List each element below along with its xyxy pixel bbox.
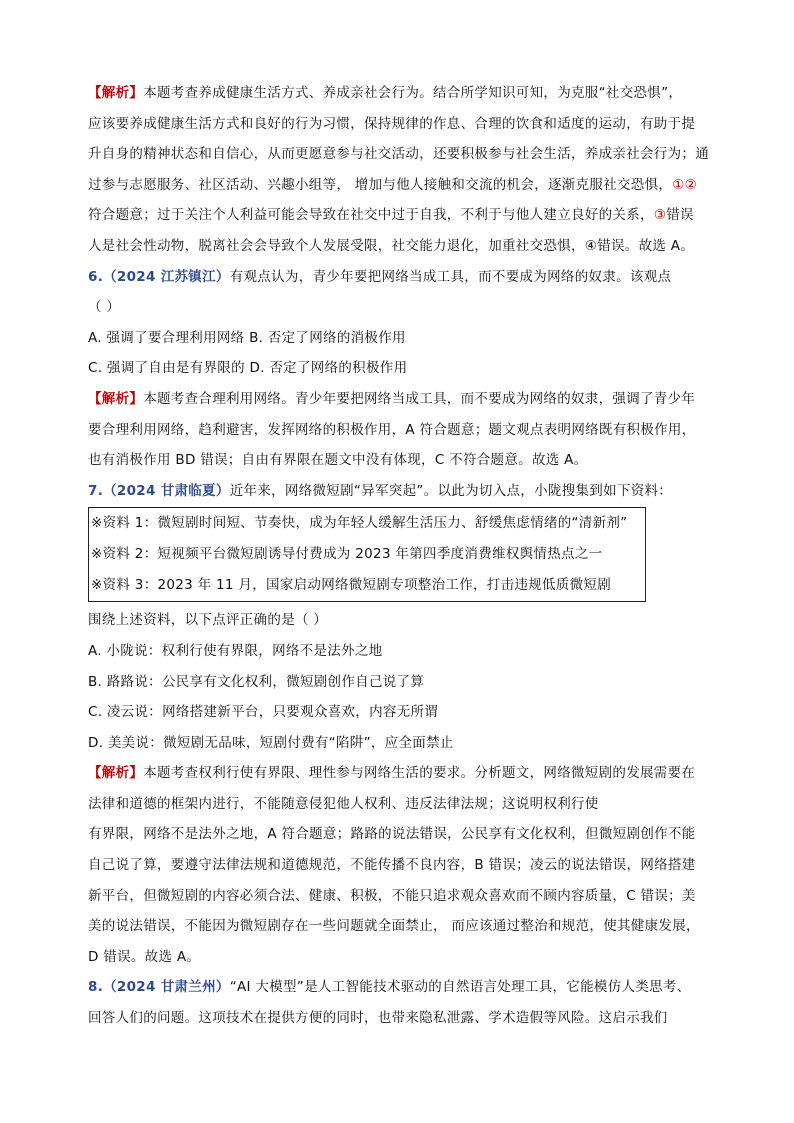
analysis-line: 符合题意；过于关注个人利益可能会导致在社交中过于自我，不利于与他人建立良好的关系，③错误 — [88, 207, 694, 224]
analysis-line: 新平台，但微短剧的内容必须合法、健康、积极，不能只追求观众喜欢而不顾内容质量，C 错误；美 — [88, 887, 696, 904]
question-8-stem-cont: 回答人们的问题。这项技术在提供方便的同时，也带来隐私泄露、学术造假等风险。这启示我们 — [88, 1010, 668, 1027]
question-source: （2024 甘肃兰州） — [103, 979, 230, 996]
analysis-line: 应该要养成健康生活方式和良好的行为习惯，保持规律的作息、合理的饮食和适度的运动，有助于提 — [88, 115, 696, 132]
analysis-line: 有界限，网络不是法外之地，A 符合题意；路路的说法错误，公民享有文化权利，但微短剧创作不能 — [88, 826, 696, 843]
option-d: D. 美美说：微短剧无品味，短剧付费有“陷阱”，应全面禁止 — [88, 734, 454, 751]
analysis-line: 人是社会性动物，脱离社会会导致个人发展受限，社交能力退化，加重社交恐惧，④错误。故选 A。 — [88, 237, 695, 254]
analysis-label: 【解析】 — [88, 390, 144, 407]
answer-mark: ③ — [653, 207, 667, 224]
analysis-line: 自己说了算，要遵守法律法规和道德规范，不能传播不良内容，B 错误；凌云的说法错误，网络搭建 — [88, 857, 696, 874]
question-source: （2024 江苏镇江） — [103, 268, 230, 285]
analysis-line: 要合理利用网络，趋利避害，发挥网络的积极作用，A 符合题意；题文观点表明网络既有积极作用， — [88, 421, 696, 438]
analysis-line: D 错误。故选 A。 — [88, 948, 201, 965]
analysis-label: 【解析】 — [88, 765, 144, 782]
analysis-line: 美的说法错误，不能因为微短剧存在一些问题就全面禁止， 而应该通过整治和规范，使其健康发展， — [88, 918, 700, 935]
analysis-line: 【解析】本题考查权利行使有界限、理性参与网络生活的要求。分析题文，网络微短剧的发展需要在 — [88, 765, 696, 782]
analysis-line: 也有消极作用 BD 错误；自由有界限在题文中没有体现，C 不符合题意。故选 A。 — [88, 452, 588, 469]
document-page — [88, 78, 710, 1034]
options-cd: C. 强调了自由是有界限的 D. 否定了网络的积极作用 — [88, 360, 408, 377]
analysis-line: 法律和道德的框架内进行，不能随意侵犯他人权利、违反法律法规；这说明权利行使 — [88, 795, 599, 812]
analysis-line: 过参与志愿服务、社区活动、兴趣小组等， 增加与他人接触和交流的机会，逐渐克服社交恐惧，①② — [88, 176, 698, 193]
analysis-line: 【解析】本题考查养成健康生活方式、养成亲社会行为。结合所学知识可知，为克服“社交恐惧”， — [88, 85, 683, 101]
option-a: A. 小陇说：权利行使有界限，网络不是法外之地 — [88, 642, 383, 659]
material-2: ※资料 2：短视频平台微短剧诱导付费成为 2023 年第四季度消费维权舆情热点之一 — [91, 546, 603, 563]
question-number: 6. — [88, 268, 104, 285]
answer-mark: ①② — [672, 176, 698, 193]
question-6-stem: 6.（2024 江苏镇江）有观点认为，青少年要把网络当成工具，而不要成为网络的奴隶。该观点 — [88, 268, 672, 285]
answer-blank: （ ） — [88, 299, 121, 316]
question-number: 8. — [88, 979, 104, 996]
materials-box — [88, 507, 646, 602]
question-8-stem: 8.（2024 甘肃兰州）“AI 大模型”是人工智能技术驱动的自然语言处理工具，它能模仿人类思考、 — [88, 979, 691, 996]
analysis-line: 【解析】本题考查合理利用网络。青少年要把网络当成工具，而不要成为网络的奴隶，强调了青少年 — [88, 390, 696, 407]
analysis-line: 升自身的精神状态和自信心，从而更愿意参与社交活动，还要积极参与社会生活，养成亲社会行为；通 — [88, 146, 709, 163]
option-b: B. 路路说：公民享有文化权利，微短剧创作自己说了算 — [88, 673, 425, 690]
question-number: 7. — [88, 482, 104, 499]
analysis-label: 【解析】 — [88, 85, 144, 101]
question-source: （2024 甘肃临夏） — [103, 482, 230, 499]
question-7-prompt: 围绕上述资料，以下点评正确的是（ ） — [88, 612, 328, 629]
question-7-stem: 7.（2024 甘肃临夏）近年来，网络微短剧“异军突起”。以此为切入点，小陇搜集到如下资料： — [88, 482, 673, 499]
material-3: ※资料 3：2023 年 11 月，国家启动网络微短剧专项整治工作，打击违规低质微短剧 — [91, 577, 611, 594]
option-c: C. 凌云说：网络搭建新平台，只要观众喜欢，内容无所谓 — [88, 704, 439, 721]
material-1: ※资料 1：微短剧时间短、节奏快，成为年轻人缓解生活压力、舒缓焦虑情绪的“清新剂” — [91, 515, 628, 532]
options-ab: A. 强调了要合理利用网络 B. 否定了网络的消极作用 — [88, 329, 406, 346]
